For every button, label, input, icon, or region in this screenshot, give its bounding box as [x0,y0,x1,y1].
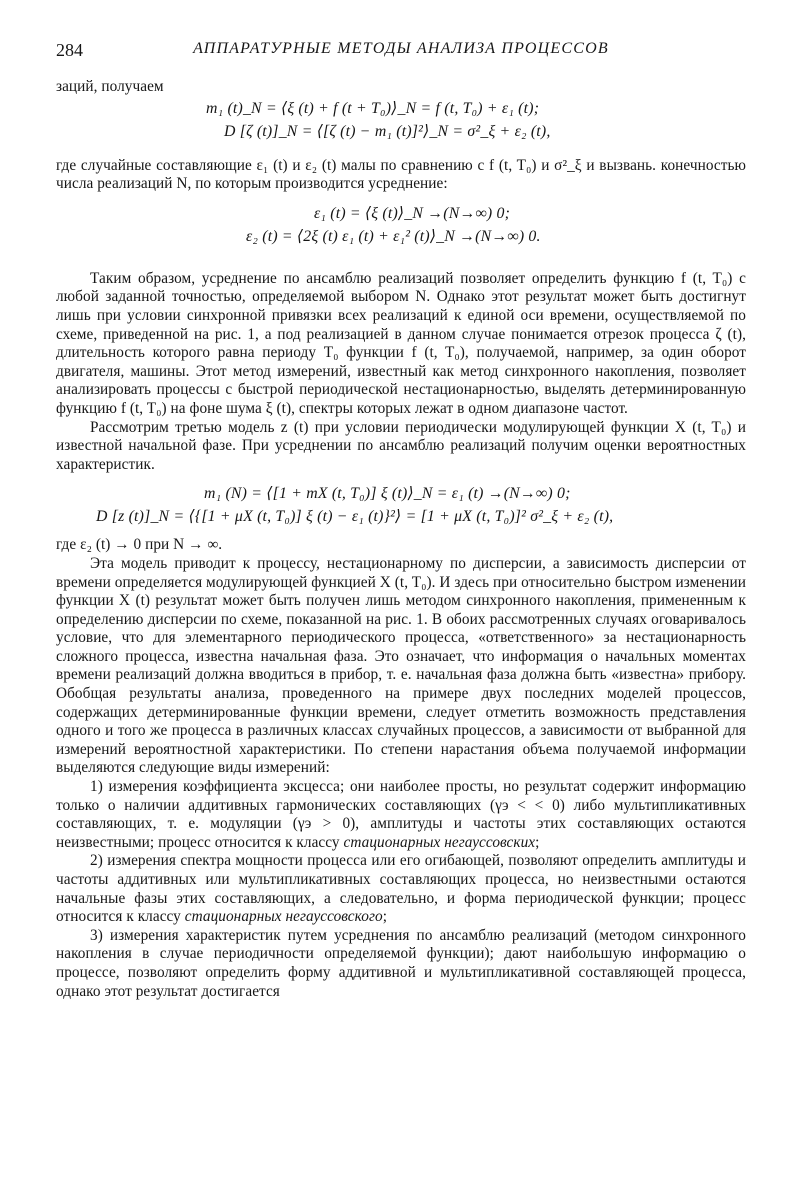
running-title: АППАРАТУРНЫЕ МЕТОДЫ АНАЛИЗА ПРОЦЕССОВ [193,40,609,57]
page-header [56,40,746,70]
list-item-punct: ; [535,833,540,851]
formula-dispersion: D [ζ (t)]_N = ⟨[ζ (t) − m₁ (t)]²⟩_N = σ²_ξ + ε₂ (t), [224,122,551,140]
formula-mean: m₁ (t)_N = ⟨ξ (t) + f (t + T₀)⟩_N = f (t, T₀) + ε₁ (t); [206,99,540,117]
formula-dispersion-third-model: D [z (t)]_N = ⟨{[1 + μX (t, T₀)] ξ (t) − ε₁ (t)}²⟩ = [1 + μX (t, T₀)]² σ²_ξ + ε₂ (t), [96,508,614,526]
list-item-kurtosis [56,778,746,852]
formula-mean-third-model: m₁ (N) = ⟨[1 + mX (t, T₀)] ξ (t)⟩_N = ε₁ (t) →(N→∞) 0; [204,485,571,503]
formula-epsilon-1: ε₁ (t) = ⟨ξ (t)⟩_N →(N→∞) 0; [314,204,511,222]
book-page [56,40,746,1001]
page-number: 284 [56,40,83,60]
lead-in-text: заций, получаем [56,78,164,95]
list-item-term: стационарных негауссовских [343,833,536,851]
paragraph-third-model: Рассмотрим третью модель z (t) при условии периодически модулирующей функции X (t, T₀) и известной начальной фазе. При усреднении по ансамблю реализаций получим оценки вероятностных характеристик. [56,418,746,473]
list-item-power-spectrum [56,852,746,926]
list-item-text: 1) измерения коэффициента эксцесса; они наиболее просты, но результат содержит информацию только о наличии аддитивных гармонических составляющих (γэ < < 0) либо мультипликативных составляющих, т. е. модуляции (γэ > 0), амплитуды и частоты этих составляющих остаются неизвестными; процесс относится к классу [56,778,746,851]
formula-epsilon-2: ε₂ (t) = ⟨2ξ (t) ε₁ (t) + ε₁² (t)⟩_N →(N→∞) 0. [246,227,541,245]
list-item-text: 2) измерения спектра мощности процесса или его огибающей, позволяют определить амплитуды и частоты аддитивных или мультипликативных составляющих процесса, но неизвестными остаются начальные фазы этих составляющих, а следовательно, и форма периодической функции; процесс относится к классу [56,852,746,926]
paragraph-random-components: где случайные составляющие ε₁ (t) и ε₂ (t) малы по сравнению с f (t, T₀) и σ²_ξ и вызвань. конечностью числа реализаций N, по которым производится усреднение: [56,156,746,193]
paragraph-epsilon-limit: где ε₂ (t) → 0 при N → ∞. [56,536,223,554]
list-item-term: стационарных негауссовского [184,908,383,926]
paragraph-synchronous-accumulation: Таким образом, усреднение по ансамблю реализаций позволяет определить функцию f (t, T₀) с любой заданной точностью, определяемой выбором N. Однако этот результат может быть достигнут лишь при условии синхронной привязки всех реализаций к единой оси времени, осуществляемой по схеме, приведенной на рис. 1, а под реализацией в данном случае понимается отрезок процесса ζ (t), длительность которого равна периоду T₀ функции f (t, T₀), получаемой, например, за один оборот двигателя, машины. Этот метод измерений, известный как метод синхронного накопления, позволяет анализировать процессы с быстрой периодической нестационарностью, выделять детерминированную функцию f (t, T₀) на фоне шума ξ (t), спектры которых лежат в одном диапазоне частот. [56,269,746,417]
list-item-punct: ; [382,908,387,926]
list-item-ensemble-averaging: 3) измерения характеристик путем усреднения по ансамблю реализаций (методом синхронного накопления в случае периодичности определяемой функции); дают наибольшую информацию о процессе, позволяют определить форму аддитивной и мультипликативной составляющей процесса, однако этот результат достигается [56,926,746,1000]
paragraph-model-consequences: Эта модель приводит к процессу, нестационарному по дисперсии, а зависимость дисперсии от времени определяется модулирующей функцией X (t, T₀). И здесь при относительно быстром изменении функции X (t) результат может быть получен лишь методом синхронного накопления, примененным к определению дисперсии по схеме, показанной на рис. 1. В обоих рассмотренных случаях оговаривалось условие, что для элементарного периодического процесса, «ответственного» за нестационарность сложного процесса, известна начальная фаза. Это означает, что информация о начальных моментах времени реализаций должна вводиться в прибор, т. е. начальная фаза должна быть «известна» прибору. Обобщая результаты анализа, проведенного на примере двух последних моделей процессов, содержащих детерминированные функции времени, следует отметить возможность представления одного и того же процесса в различных классах случайных процессов, а зависимости от выбранной для измерений вероятностной характеристики. По степени нарастания объема получаемой информации выделяются следующие виды измерений: [56,554,746,777]
